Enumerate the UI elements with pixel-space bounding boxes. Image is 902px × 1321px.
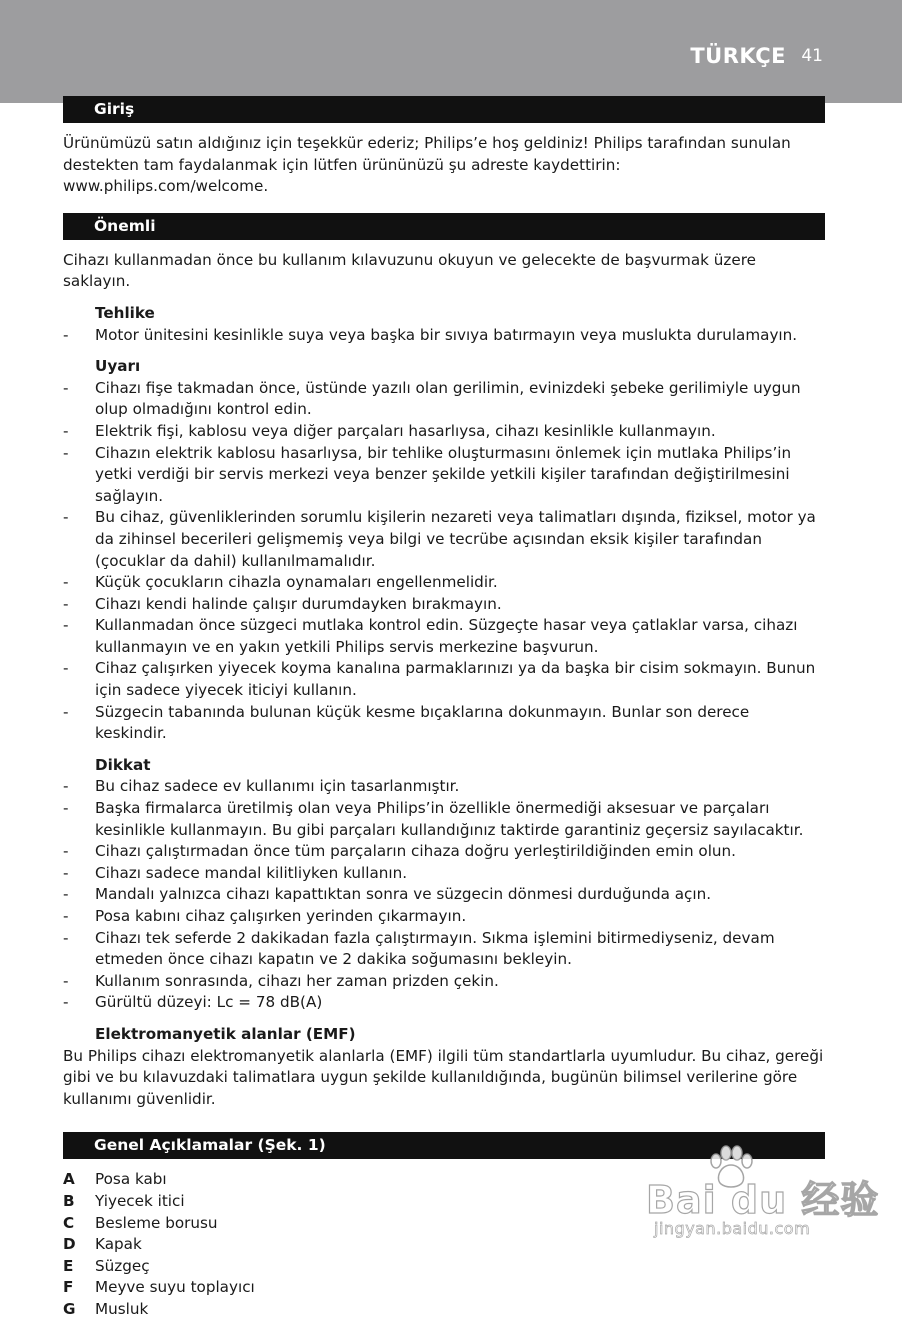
dash-bullet: - [63, 702, 69, 721]
dash-bullet: - [63, 325, 69, 344]
emf-heading: Elektromanyetik alanlar (EMF) [95, 1024, 356, 1043]
list-item-text: Kullanmadan önce süzgeci mutlaka kontrol edin. Süzgeçte hasar veya çatlaklar varsa, cihazı kullanmayın ve en yakın yetkili Philips servis merkezine başvurun. [95, 616, 798, 656]
part-label: Besleme borusu [95, 1213, 218, 1232]
part-letter: C [63, 1213, 75, 1232]
list-item-text: Bu cihaz, güvenliklerinden sorumlu kişilerin nezareti veya talimatları dışında, fiziksel, motor ya da zihinsel becerileri gelişmemiş veya bilgi ve tecrübe açısından eksik kişiler tarafından (çocuklar da dahil) kullanılmamalıdır. [95, 508, 816, 570]
list-item-text: Başka firmalarca üretilmiş olan veya Philips’in özellikle önermediği aksesuar ve parçaları kesinlikle kullanmayın. Bu gibi parçaları kullandığınız taktirde garantiniz geçersiz sayılacaktır. [95, 799, 804, 839]
list-item-text: Bu cihaz sadece ev kullanımı için tasarlanmıştır. [95, 777, 460, 796]
list-item-text: Cihazı kendi halinde çalışır durumdayken bırakmayın. [95, 594, 502, 613]
important-paragraph: Cihazı kullanmadan önce bu kullanım kılavuzunu okuyun ve gelecekte de başvurmak üzere saklayın. [63, 250, 756, 291]
list-item [63, 615, 825, 658]
part-label: Posa kabı [95, 1170, 167, 1189]
watermark-brand: Bai du 经验 [646, 1178, 880, 1222]
list-item-text: Cihazı fişe takmadan önce, üstünde yazılı olan gerilimin, evinizdeki şebeke gerilimiyle uygun olup olmadığını kontrol edin. [95, 378, 801, 419]
dash-bullet: - [63, 443, 69, 462]
list-item [63, 884, 825, 906]
list-item-text: Cihazı sadece mandal kilitliyken kullanın. [95, 863, 408, 882]
dash-bullet: - [63, 378, 69, 397]
emf-paragraph: Bu Philips cihazı elektromanyetik alanlarla (EMF) ilgili tüm standartlarla uyumludur. Bu cihaz, gereği gibi ve bu kılavuzdaki talimatlara uygun şekilde kullanıldığında, bugünün bilimsel verilerine göre kullanımı güvenlidir. [63, 1046, 824, 1108]
list-item-text: Elektrik fişi, kablosu veya diğer parçaları hasarlıysa, cihazı kesinlikle kullanmayın. [95, 421, 716, 440]
language-label: TÜRKÇE [690, 44, 786, 68]
list-item [63, 594, 825, 616]
part-letter: B [63, 1191, 75, 1210]
section-title-intro: Giriş [63, 96, 825, 123]
list-item [63, 798, 825, 841]
list-item-text: Mandalı yalnızca cihazı kapattıktan sonra ve süzgecin dönmesi durduğunda açın. [95, 885, 712, 904]
watermark-url: jingyan.baidu.com [654, 1219, 811, 1238]
list-item [63, 906, 825, 928]
part-label: Kapak [95, 1235, 142, 1254]
list-item [63, 992, 825, 1014]
list-item [63, 841, 825, 863]
caution-list [63, 776, 825, 1014]
list-item [63, 928, 825, 971]
list-item-text: Cihazı çalıştırmadan önce tüm parçaların cihaza doğru yerleştirildiğinden emin olun. [95, 842, 737, 861]
page-content [63, 96, 825, 1321]
caution-heading: Dikkat [95, 755, 151, 774]
part-item [63, 1277, 825, 1299]
list-item [63, 776, 825, 798]
dash-bullet: - [63, 799, 69, 818]
part-label: Süzgeç [95, 1256, 150, 1275]
warning-heading: Uyarı [95, 357, 141, 376]
dash-bullet: - [63, 508, 69, 527]
part-label: Musluk [95, 1299, 149, 1318]
dash-bullet: - [63, 885, 69, 904]
part-label: Yiyecek itici [95, 1191, 185, 1210]
dash-bullet: - [63, 863, 69, 882]
dash-bullet: - [63, 971, 69, 990]
dash-bullet: - [63, 573, 69, 592]
dash-bullet: - [63, 842, 69, 861]
list-item [63, 507, 825, 572]
list-item-text: Posa kabını cihaz çalışırken yerinden çıkarmayın. [95, 907, 467, 925]
list-item-text: Cihazı tek seferde 2 dakikadan fazla çalıştırmayın. Sıkma işlemini bitirmediyseniz, devam etmeden önce cihazı kapatın ve 2 dakika soğumasını bekleyin. [95, 928, 775, 969]
part-letter: G [63, 1299, 76, 1318]
part-letter: D [63, 1235, 76, 1254]
dash-bullet: - [63, 993, 69, 1012]
part-letter: E [63, 1256, 74, 1275]
list-item [63, 325, 825, 347]
part-letter: F [63, 1278, 74, 1297]
list-item-text: Cihaz çalışırken yiyecek koyma kanalına parmaklarınızı ya da başka bir cisim sokmayın. Bunun için sadece yiyecek iticiyi kullanın. [95, 659, 816, 700]
dash-bullet: - [63, 421, 69, 440]
list-item-text: Cihazın elektrik kablosu hasarlıysa, bir tehlike oluşturmasını önlemek için mutlaka Philips’in yetki verdiği bir servis merkezi veya benzer şekilde yetkili kişiler tarafından değiştirilmesini sağlayın. [95, 443, 792, 505]
dash-bullet: - [63, 659, 69, 678]
danger-list [63, 325, 825, 347]
intro-paragraph: Ürünümüzü satın aldığınız için teşekkür ederiz; Philips’e hoş geldiniz! Philips tarafından sunulan destekten tam faydalanmak için lütfen ürününüzü şu adreste kaydettirin: www.philips.com/welcome. [63, 134, 791, 196]
list-item-text: Süzgecin tabanında bulunan küçük kesme bıçaklarına dokunmayın. Bunlar son derece keskindir. [95, 702, 750, 743]
list-item-text: Kullanım sonrasında, cihazı her zaman prizden çekin. [95, 971, 499, 990]
part-item [63, 1299, 825, 1321]
dash-bullet: - [63, 777, 69, 796]
list-item-text: Motor ünitesini kesinlikle suya veya başka bir sıvıya batırmayın veya muslukta durulamayın. [95, 325, 798, 344]
section-title-general: Genel Açıklamalar (Şek. 1) [63, 1132, 825, 1159]
dash-bullet: - [63, 594, 69, 613]
dash-bullet: - [63, 616, 69, 635]
list-item [63, 421, 825, 443]
list-item-text: Gürültü düzeyi: Lc = 78 dB(A) [95, 993, 323, 1012]
section-title-important: Önemli [63, 213, 825, 240]
list-item [63, 658, 825, 701]
watermark [646, 1145, 886, 1245]
list-item [63, 378, 825, 421]
danger-heading: Tehlike [95, 303, 155, 322]
part-item [63, 1256, 825, 1278]
list-item [63, 702, 825, 745]
list-item-text: Küçük çocukların cihazla oynamaları engellenmelidir. [95, 573, 498, 592]
list-item [63, 572, 825, 594]
dash-bullet: - [63, 907, 69, 925]
list-item [63, 863, 825, 885]
dash-bullet: - [63, 928, 69, 947]
list-item [63, 443, 825, 508]
part-label: Meyve suyu toplayıcı [95, 1278, 255, 1297]
part-letter: A [63, 1170, 75, 1189]
page-number: 41 [801, 46, 823, 66]
list-item [63, 971, 825, 993]
header-band [0, 0, 902, 103]
warning-list [63, 378, 825, 745]
